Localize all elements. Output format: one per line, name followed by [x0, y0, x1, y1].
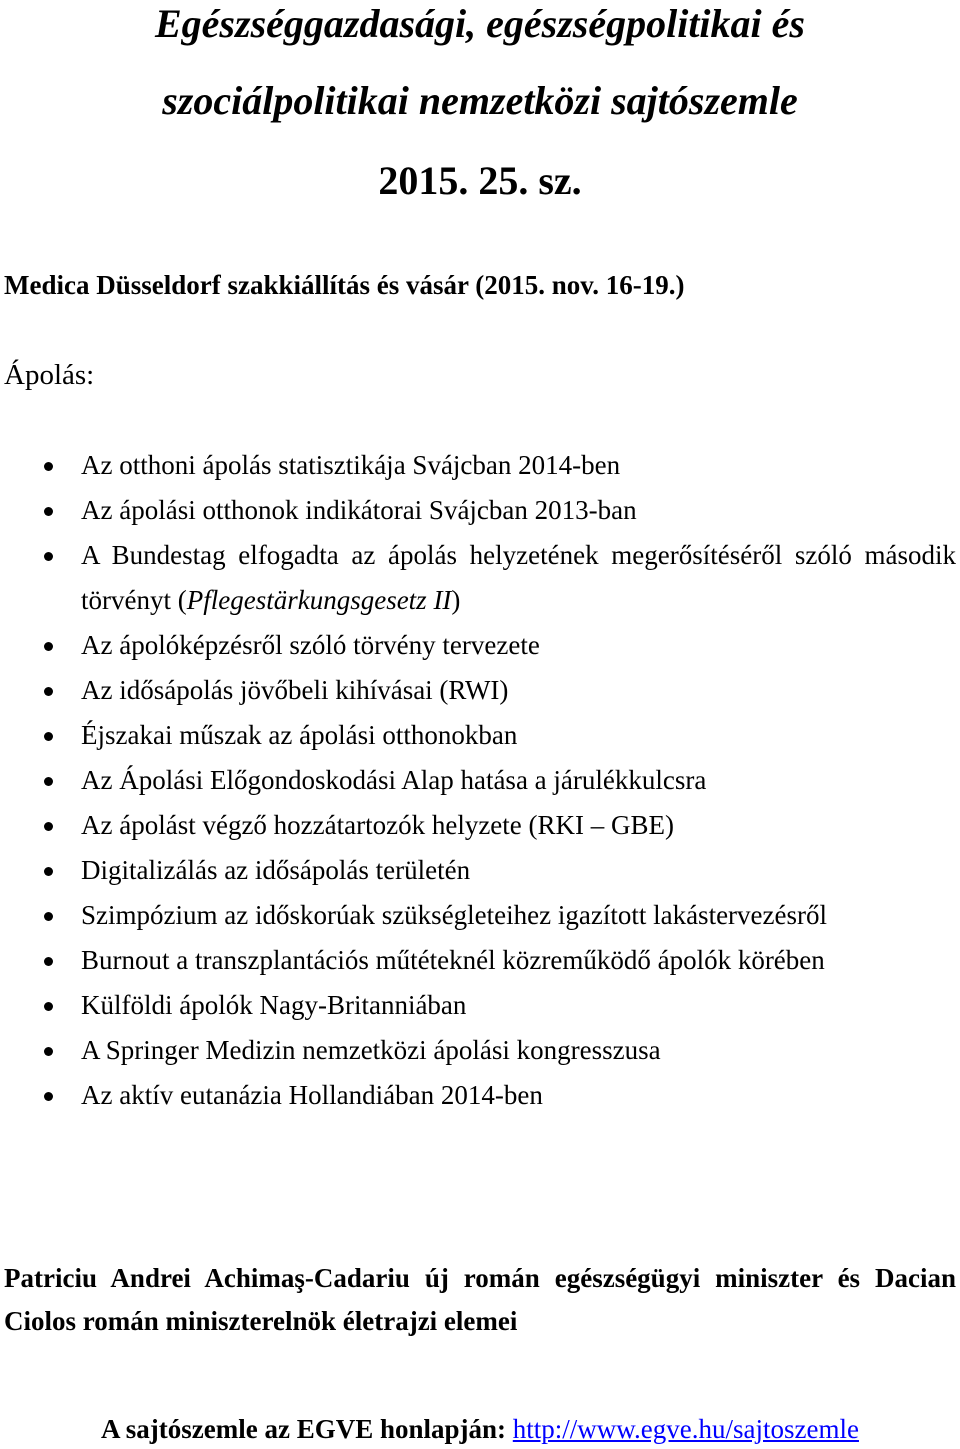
- event-heading: Medica Düsseldorf szakkiállítás és vásár (2015. nov. 16-19.): [4, 270, 685, 300]
- list-item: [0, 713, 960, 758]
- list-item: [0, 848, 960, 893]
- list-item-italic: Pflegestärkungsgesetz II: [186, 585, 452, 615]
- list-item: [0, 1028, 960, 1073]
- list-item: [0, 803, 960, 848]
- list-item: [0, 443, 960, 488]
- list-item-text: A Bundestag elfogadta az ápolás helyzetének megerősítéséről szóló második törvényt (: [81, 540, 956, 615]
- bullet-icon: [44, 1002, 53, 1011]
- bullet-icon: [44, 642, 53, 651]
- list-item-text: Éjszakai műszak az ápolási otthonokban: [81, 720, 518, 750]
- title-line-1: Egészséggazdasági, egészségpolitikai és: [155, 1, 805, 46]
- minister-note: Patriciu Andrei Achimaş-Cadariu új román egészségügyi miniszter és Dacian Ciolos román miniszterelnök életrajzi elemei: [4, 1263, 956, 1336]
- list-item-text: Az idősápolás jövőbeli kihívásai (RWI): [81, 675, 509, 705]
- bullet-icon: [44, 957, 53, 966]
- list-item: [0, 668, 960, 713]
- list-item-text: Digitalizálás az idősápolás területén: [81, 855, 471, 885]
- bullet-icon: [44, 822, 53, 831]
- list-item: [0, 488, 960, 533]
- list-item: [0, 758, 960, 803]
- list-item-text: Szimpózium az időskorúak szükségleteihez igazított lakástervezésről: [81, 900, 827, 930]
- footer-label: A sajtószemle az EGVE honlapján:: [101, 1414, 507, 1444]
- list-item-text: Burnout a transzplantációs műtéteknél közreműködő ápolók körében: [81, 945, 825, 975]
- bullet-icon: [44, 867, 53, 876]
- list-item-after: ): [451, 585, 461, 615]
- list-item: [0, 893, 960, 938]
- list-item-text: Külföldi ápolók Nagy-Britanniában: [81, 990, 467, 1020]
- list-item-text: Az ápolást végző hozzátartozók helyzete (RKI – GBE): [81, 810, 675, 840]
- list-item: [0, 983, 960, 1028]
- list-item-text: Az aktív eutanázia Hollandiában 2014-ben: [81, 1080, 543, 1110]
- section-label: Ápolás:: [4, 359, 95, 391]
- list-item: [0, 938, 960, 983]
- bullet-icon: [44, 687, 53, 696]
- bullet-icon: [44, 732, 53, 741]
- bullet-icon: [44, 1092, 53, 1101]
- list-item-text: Az ápolóképzésről szóló törvény tervezete: [81, 630, 540, 660]
- topic-list: [0, 443, 960, 1118]
- list-item-text: A Springer Medizin nemzetközi ápolási kongresszusa: [81, 1035, 661, 1065]
- list-item-text: Az Ápolási Előgondoskodási Alap hatása a járulékkulcsra: [81, 765, 707, 795]
- bullet-icon: [44, 552, 53, 561]
- list-item-text: Az otthoni ápolás statisztikája Svájcban 2014-ben: [81, 450, 621, 480]
- bullet-icon: [44, 1047, 53, 1056]
- footer: [0, 1412, 960, 1446]
- egve-link[interactable]: http://www.egve.hu/sajtoszemle: [512, 1414, 859, 1444]
- list-item: [0, 533, 960, 623]
- list-item: [0, 1073, 960, 1118]
- list-item: [0, 623, 960, 668]
- list-item-text: Az ápolási otthonok indikátorai Svájcban 2013-ban: [81, 495, 637, 525]
- issue-number: 2015. 25. sz.: [378, 158, 582, 203]
- bullet-icon: [44, 462, 53, 471]
- bullet-icon: [44, 912, 53, 921]
- bullet-icon: [44, 777, 53, 786]
- title-line-2: szociálpolitikai nemzetközi sajtószemle: [162, 78, 798, 123]
- bullet-icon: [44, 507, 53, 516]
